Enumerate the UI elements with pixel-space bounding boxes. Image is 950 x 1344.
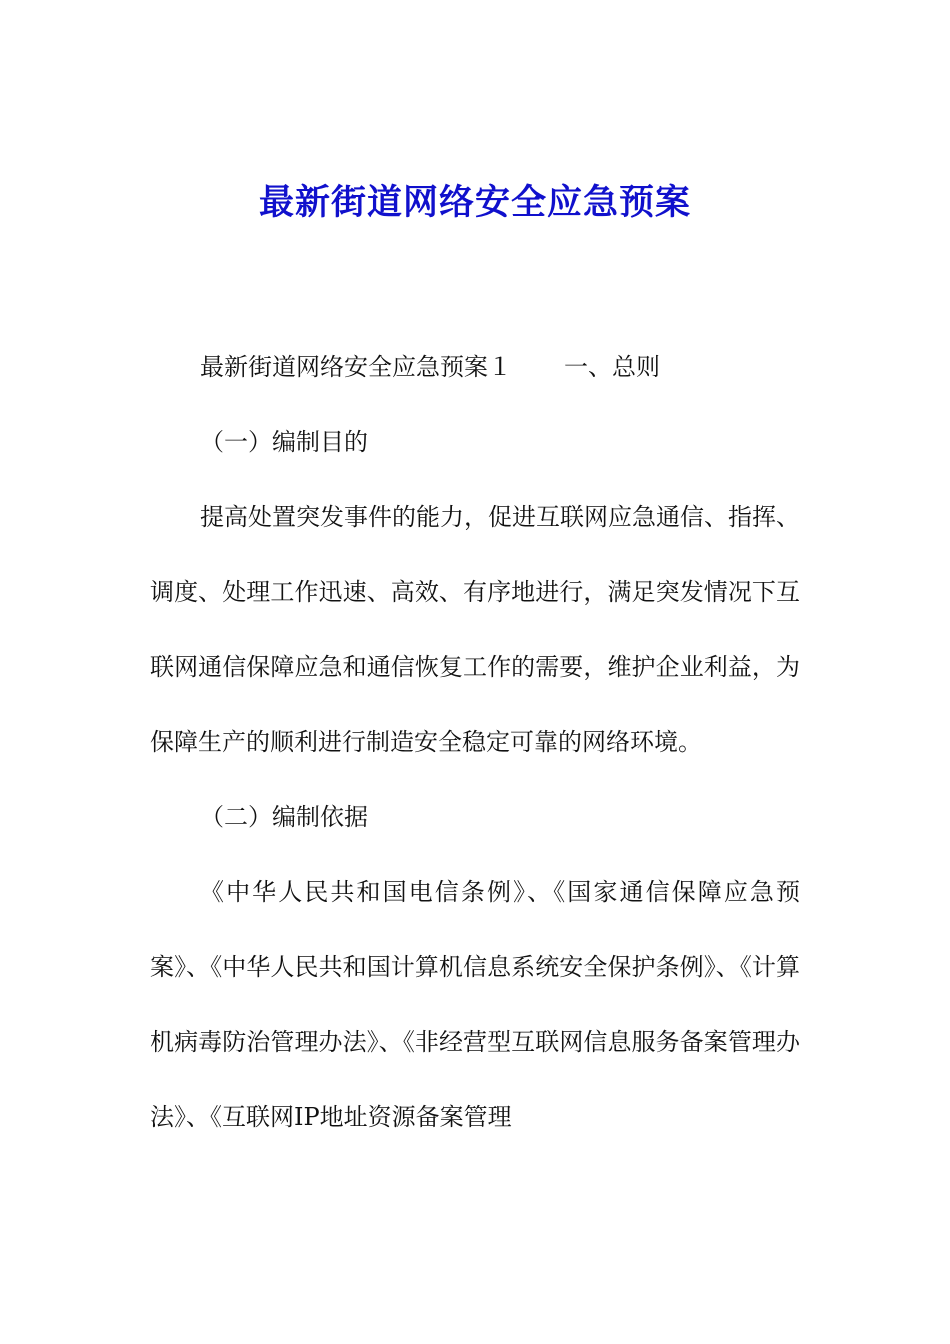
section-heading: 一、总则	[564, 353, 660, 381]
subheading-basis: （二）编制依据	[200, 803, 368, 831]
paragraph-basis: 《中华人民共和国电信条例》、《国家通信保障应急预案》、《中华人民共和国计算机信息系统安全保护条例》、《计算机病毒防治管理办法》、《非经营型互联网信息服务备案管理办法》、《互联网IP地址资源备案管理	[150, 878, 800, 1131]
document-title: 最新街道网络安全应急预案	[258, 182, 691, 223]
heading-line	[150, 330, 800, 405]
subheading-purpose: （一）编制目的	[200, 428, 368, 456]
heading-prefix: 最新街道网络安全应急预案１	[200, 353, 512, 381]
paragraph-purpose: 提高处置突发事件的能力，促进互联网应急通信、指挥、调度、处理工作迅速、高效、有序地进行，满足突发情况下互联网通信保障应急和通信恢复工作的需要，维护企业利益，为保障生产的顺利进行制造安全稳定可靠的网络环境。	[150, 503, 800, 756]
document-body	[150, 330, 800, 1155]
